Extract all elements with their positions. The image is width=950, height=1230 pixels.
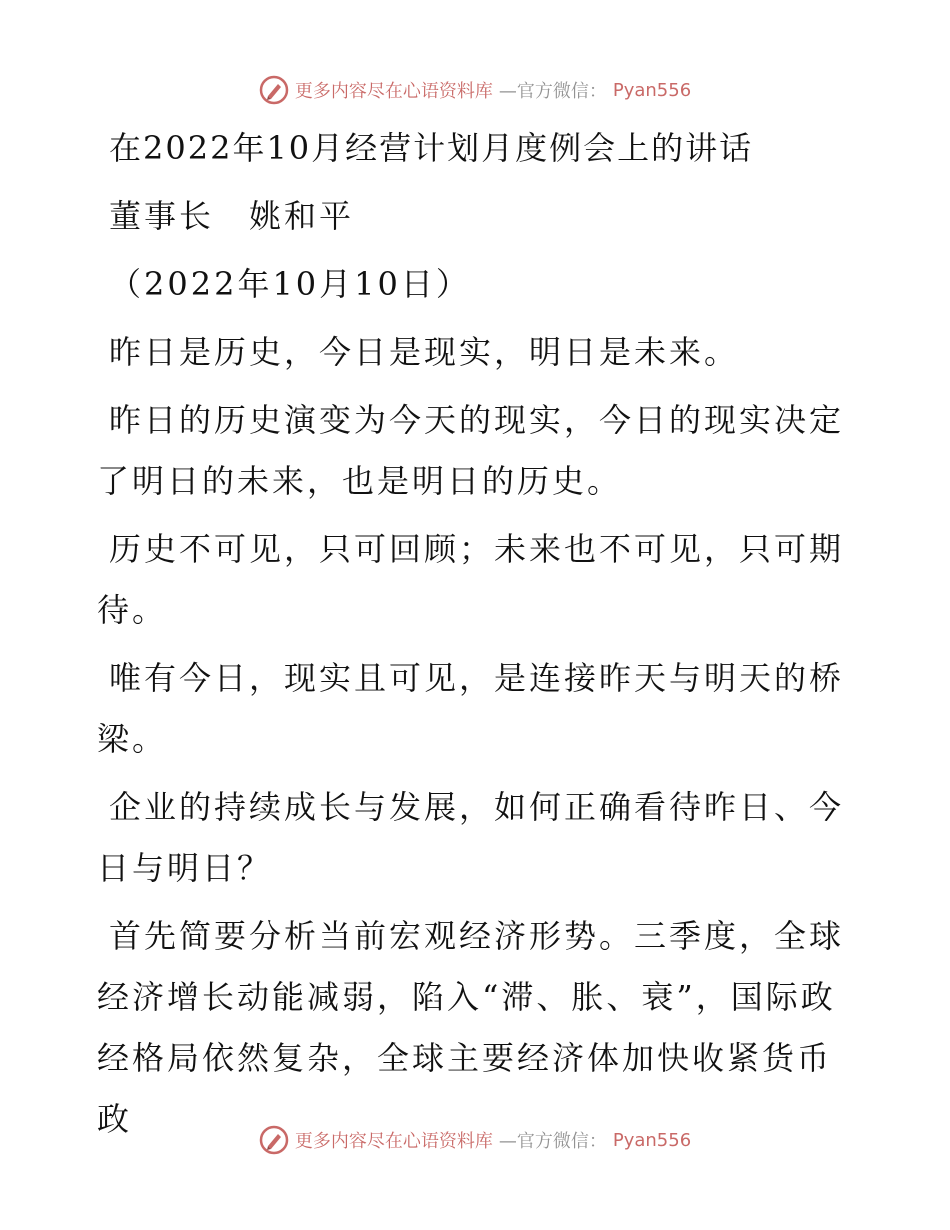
- watermark-separator: —官方微信：: [498, 81, 607, 102]
- watermark-footer: [0, 1120, 950, 1160]
- paragraph: 历史不可见，只可回顾；未来也不可见，只可期待。: [97, 530, 845, 629]
- pen-logo-icon: [259, 1125, 289, 1155]
- paragraph: 昨日的历史演变为今天的现实，今日的现实决定了明日的未来，也是明日的历史。: [97, 401, 845, 500]
- document-speaker: 董事长 姚和平: [109, 197, 355, 235]
- watermark-header: [0, 70, 950, 110]
- watermark-text: 更多内容尽在心语资料库: [294, 81, 493, 102]
- watermark-wechat-id: Pyan556: [612, 1129, 692, 1151]
- paragraph: 唯有今日，现实且可见，是连接昨天与明天的桥梁。: [97, 659, 845, 758]
- document-date: （2022年10月10日）: [109, 265, 471, 303]
- watermark-text: 更多内容尽在心语资料库: [294, 1131, 493, 1152]
- document-title: 在2022年10月经营计划月度例会上的讲话: [109, 129, 754, 167]
- watermark-separator: —官方微信：: [498, 1131, 607, 1152]
- paragraph: 首先简要分析当前宏观经济形势。三季度，全球经济增长动能减弱，陷入“滞、胀、衰”，国际政经格局依然复杂，全球主要经济体加快收紧货币政: [97, 917, 845, 1138]
- paragraph: 昨日是历史，今日是现实，明日是未来。: [109, 333, 740, 371]
- pen-logo-icon: [259, 75, 289, 105]
- watermark-wechat-id: Pyan556: [612, 79, 692, 101]
- document-body: [97, 118, 852, 1157]
- paragraph: 企业的持续成长与发展，如何正确看待昨日、今日与明日？: [97, 788, 845, 887]
